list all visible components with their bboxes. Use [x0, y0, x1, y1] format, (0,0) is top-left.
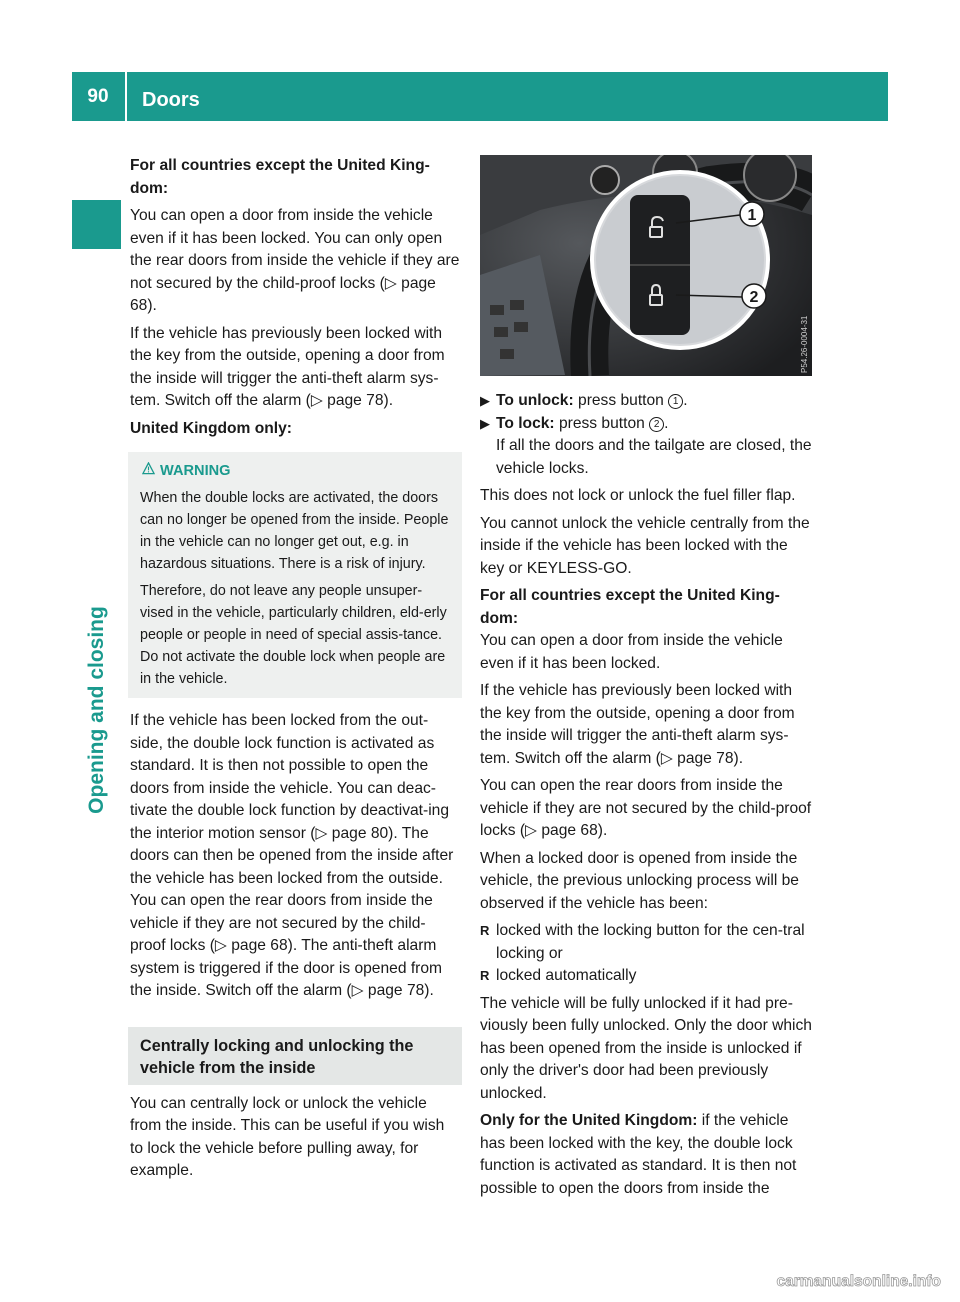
paragraph: The vehicle will be fully unlocked if it had pre-viously been fully unlocked. Only the door which has been opened from the inside is unlocked if only the driver's door had been previously unlocked. — [480, 994, 812, 1102]
instruction-lock: ▶ To lock: press button 2 . — [480, 413, 812, 436]
paragraph: You cannot unlock the vehicle centrally from the inside if the vehicle has been locked with the key or KEYLESS-GO. — [480, 514, 810, 577]
instruction-unlock: ▶ To unlock: press button 1 . — [480, 390, 812, 413]
page-number: 90 — [87, 86, 109, 107]
paragraph: You can open the rear doors from inside the vehicle if they are not secured by the child-proof locks (▷ page 68). — [480, 777, 812, 839]
left-column — [130, 155, 460, 1188]
paragraph: You can open a door from inside the vehicle even if it has been locked. You can only open the rear doors from inside the vehicle if they are not secured by the child-proof locks (▷ page 68). — [130, 207, 460, 314]
section-tab-marker — [72, 200, 121, 249]
door-lock-buttons-figure — [480, 155, 812, 376]
callout-2-label: 2 — [749, 289, 759, 306]
paragraph: If the vehicle has previously been locked with the key from the outside, opening a door from the inside will trigger the anti-theft alarm sys-tem. Switch off the alarm (▷ page 78). — [480, 682, 795, 767]
callout-reference: 2 — [649, 417, 664, 432]
warning-title: WARNING — [140, 460, 453, 482]
paragraph: If the vehicle has previously been locked with the key from the outside, opening a door from the inside will trigger the anti-theft alarm sys-tem. Switch off the alarm (▷ page 78). — [130, 324, 445, 409]
list-item: R locked automatically — [480, 965, 812, 988]
page-title: Doors — [142, 89, 200, 111]
site-watermark — [728, 1268, 943, 1292]
paragraph-uk: Only for the United Kingdom: if the vehicle has been locked with the key, the double lock function is activated as standard. It is then not possible to open the doors from inside the — [480, 1112, 797, 1197]
warning-box — [128, 452, 462, 698]
subheading-uk-only: United Kingdom only: — [130, 419, 292, 437]
subheading-all-countries: For all countries except the United King-dom: — [480, 587, 780, 627]
section-heading: Centrally locking and unlocking the vehicle from the inside — [128, 1027, 462, 1085]
callout-1-label: 1 — [747, 207, 757, 224]
bullet-marker: R — [480, 923, 490, 938]
paragraph: You can open a door from inside the vehicle even if it has been locked. — [480, 632, 783, 672]
arrow-right-icon: ▶ — [480, 393, 490, 408]
arrow-right-icon: ▶ — [480, 415, 490, 431]
page-header — [72, 72, 888, 121]
list-item: R locked with the locking button for the cen-tral locking or — [480, 922, 805, 962]
callout-reference: 1 — [668, 394, 683, 409]
paragraph: This does not lock or unlock the fuel filler flap. — [480, 487, 796, 504]
paragraph: If the vehicle has been locked from the out-side, the double lock function is activated as standard. It is then not possible to open the doors from inside the vehicle. You can deac-tivate the double lock function by deactivat-ing the interior motion sensor (▷ page 80). The doors can then be opened from the inside after the vehicle has been locked from the outside. You can open the rear doors from inside the vehicle if they are not secured by the child-proof locks (▷ page 68). The anti-theft alarm system is triggered if the door is opened from the inside. Switch off the alarm (▷ page 78). — [130, 712, 454, 999]
section-side-title: Opening and closing — [85, 606, 108, 814]
warning-text: Therefore, do not leave any people unsuper-vised in the vehicle, particularly children, eld-erly people or people in need of special assis-tance. Do not activate the double lock when people are in the vehicle. — [140, 583, 447, 687]
header-divider — [125, 72, 127, 121]
warning-triangle-icon — [140, 460, 156, 482]
watermark-text: carmanualsonline.info — [776, 1273, 941, 1290]
paragraph: When a locked door is opened from inside the vehicle, the previous unlocking process will be observed if the vehicle has been: — [480, 849, 799, 912]
warning-text: When the double locks are activated, the doors can no longer be opened from the inside. People in the vehicle can no longer get out, e.g. in hazardous situations. There is a risk of injury. — [140, 490, 449, 572]
instruction-note: If all the doors and the tailgate are closed, the vehicle locks. — [496, 437, 812, 477]
image-code: P54.26-0004-31 — [800, 315, 809, 373]
right-column — [480, 390, 812, 1205]
paragraph: You can centrally lock or unlock the vehicle from the inside. This can be useful if you wish to lock the vehicle before pulling away, for example. — [130, 1094, 445, 1179]
bullet-marker: R — [480, 968, 490, 983]
subheading-all-countries: For all countries except the United King-dom: — [130, 157, 430, 197]
